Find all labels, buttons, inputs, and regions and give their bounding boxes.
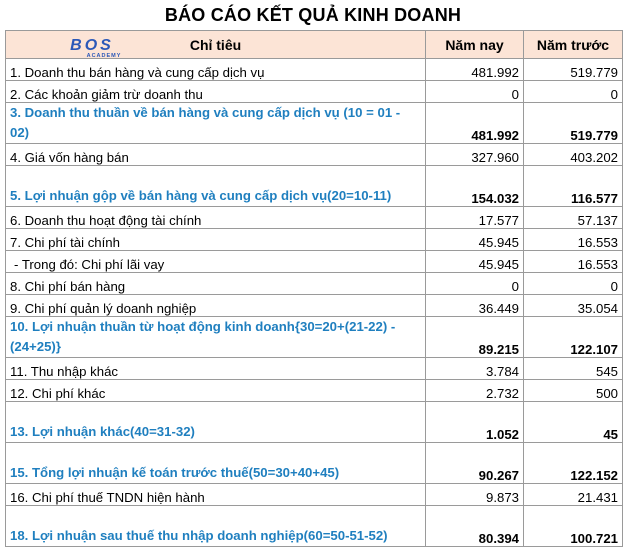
row-label: 13. Lợi nhuận khác(40=31-32) — [6, 402, 426, 443]
current-year-value: 80.394 — [426, 506, 524, 547]
row-label: 8. Chi phí bán hàng — [6, 273, 426, 295]
row-label: 5. Lợi nhuận gộp về bán hàng và cung cấp dịch vụ(20=10-11) — [6, 166, 426, 207]
table-row — [6, 251, 623, 273]
previous-year-value: 57.137 — [524, 207, 623, 229]
table-row — [6, 317, 623, 358]
table-row — [6, 295, 623, 317]
previous-year-value: 35.054 — [524, 295, 623, 317]
row-label: 4. Giá vốn hàng bán — [6, 144, 426, 166]
row-label: 9. Chi phí quản lý doanh nghiệp — [6, 295, 426, 317]
table-row — [6, 81, 623, 103]
current-year-value: 36.449 — [426, 295, 524, 317]
row-label: 1. Doanh thu bán hàng và cung cấp dịch vụ — [6, 59, 426, 81]
current-year-value: 154.032 — [426, 166, 524, 207]
column-header-current-year: Năm nay — [426, 31, 524, 59]
previous-year-value: 122.152 — [524, 443, 623, 484]
previous-year-value: 16.553 — [524, 251, 623, 273]
table-row — [6, 207, 623, 229]
row-label: 16. Chi phí thuế TNDN hiện hành — [6, 484, 426, 506]
row-label: 10. Lợi nhuận thuần từ hoạt động kinh doanh{30=20+(21-22) - (24+25)} — [6, 317, 426, 358]
bos-academy-logo — [46, 36, 138, 58]
svg-text:BOS: BOS — [70, 37, 114, 54]
income-statement-table — [5, 30, 623, 547]
current-year-value: 1.052 — [426, 402, 524, 443]
previous-year-value: 100.721 — [524, 506, 623, 547]
previous-year-value: 16.553 — [524, 229, 623, 251]
current-year-value: 9.873 — [426, 484, 524, 506]
previous-year-value: 45 — [524, 402, 623, 443]
previous-year-value: 0 — [524, 81, 623, 103]
column-header-indicator — [6, 31, 426, 59]
table-row — [6, 506, 623, 547]
current-year-value: 89.215 — [426, 317, 524, 358]
table-row — [6, 103, 623, 144]
previous-year-value: 21.431 — [524, 484, 623, 506]
previous-year-value: 403.202 — [524, 144, 623, 166]
row-label: 2. Các khoản giảm trừ doanh thu — [6, 81, 426, 103]
current-year-value: 327.960 — [426, 144, 524, 166]
previous-year-value: 519.779 — [524, 59, 623, 81]
row-label: 15. Tổng lợi nhuận kế toán trước thuế(50=30+40+45) — [6, 443, 426, 484]
column-header-label: Chỉ tiêu — [189, 36, 242, 53]
svg-text:ACADEMY: ACADEMY — [86, 53, 122, 58]
row-label: 7. Chi phí tài chính — [6, 229, 426, 251]
current-year-value: 17.577 — [426, 207, 524, 229]
current-year-value: 45.945 — [426, 251, 524, 273]
table-row — [6, 273, 623, 295]
table-row — [6, 402, 623, 443]
table-body — [6, 59, 623, 547]
previous-year-value: 519.779 — [524, 103, 623, 144]
current-year-value: 45.945 — [426, 229, 524, 251]
report-title: BÁO CÁO KẾT QUẢ KINH DOANH — [164, 5, 462, 25]
previous-year-value: 0 — [524, 273, 623, 295]
current-year-value: 3.784 — [426, 358, 524, 380]
current-year-value: 481.992 — [426, 59, 524, 81]
previous-year-value: 122.107 — [524, 317, 623, 358]
table-row — [6, 443, 623, 484]
row-label: 6. Doanh thu hoạt động tài chính — [6, 207, 426, 229]
table-row — [6, 229, 623, 251]
current-year-value: 90.267 — [426, 443, 524, 484]
column-header-previous-year: Năm trước — [524, 31, 623, 59]
table-row — [6, 59, 623, 81]
table-row — [6, 380, 623, 402]
current-year-value: 0 — [426, 81, 524, 103]
current-year-value: 481.992 — [426, 103, 524, 144]
previous-year-value: 116.577 — [524, 166, 623, 207]
current-year-value: 2.732 — [426, 380, 524, 402]
table-row — [6, 484, 623, 506]
row-label: 18. Lợi nhuận sau thuế thu nhập doanh nghiệp(60=50-51-52) — [6, 506, 426, 547]
table-row — [6, 358, 623, 380]
table-header-row — [6, 31, 623, 59]
row-label: - Trong đó: Chi phí lãi vay — [6, 251, 426, 273]
previous-year-value: 500 — [524, 380, 623, 402]
row-label: 12. Chi phí khác — [6, 380, 426, 402]
row-label: 3. Doanh thu thuần về bán hàng và cung cấp dịch vụ (10 = 01 - 02) — [6, 103, 426, 144]
current-year-value: 0 — [426, 273, 524, 295]
previous-year-value: 545 — [524, 358, 623, 380]
table-row — [6, 166, 623, 207]
row-label: 11. Thu nhập khác — [6, 358, 426, 380]
table-row — [6, 144, 623, 166]
